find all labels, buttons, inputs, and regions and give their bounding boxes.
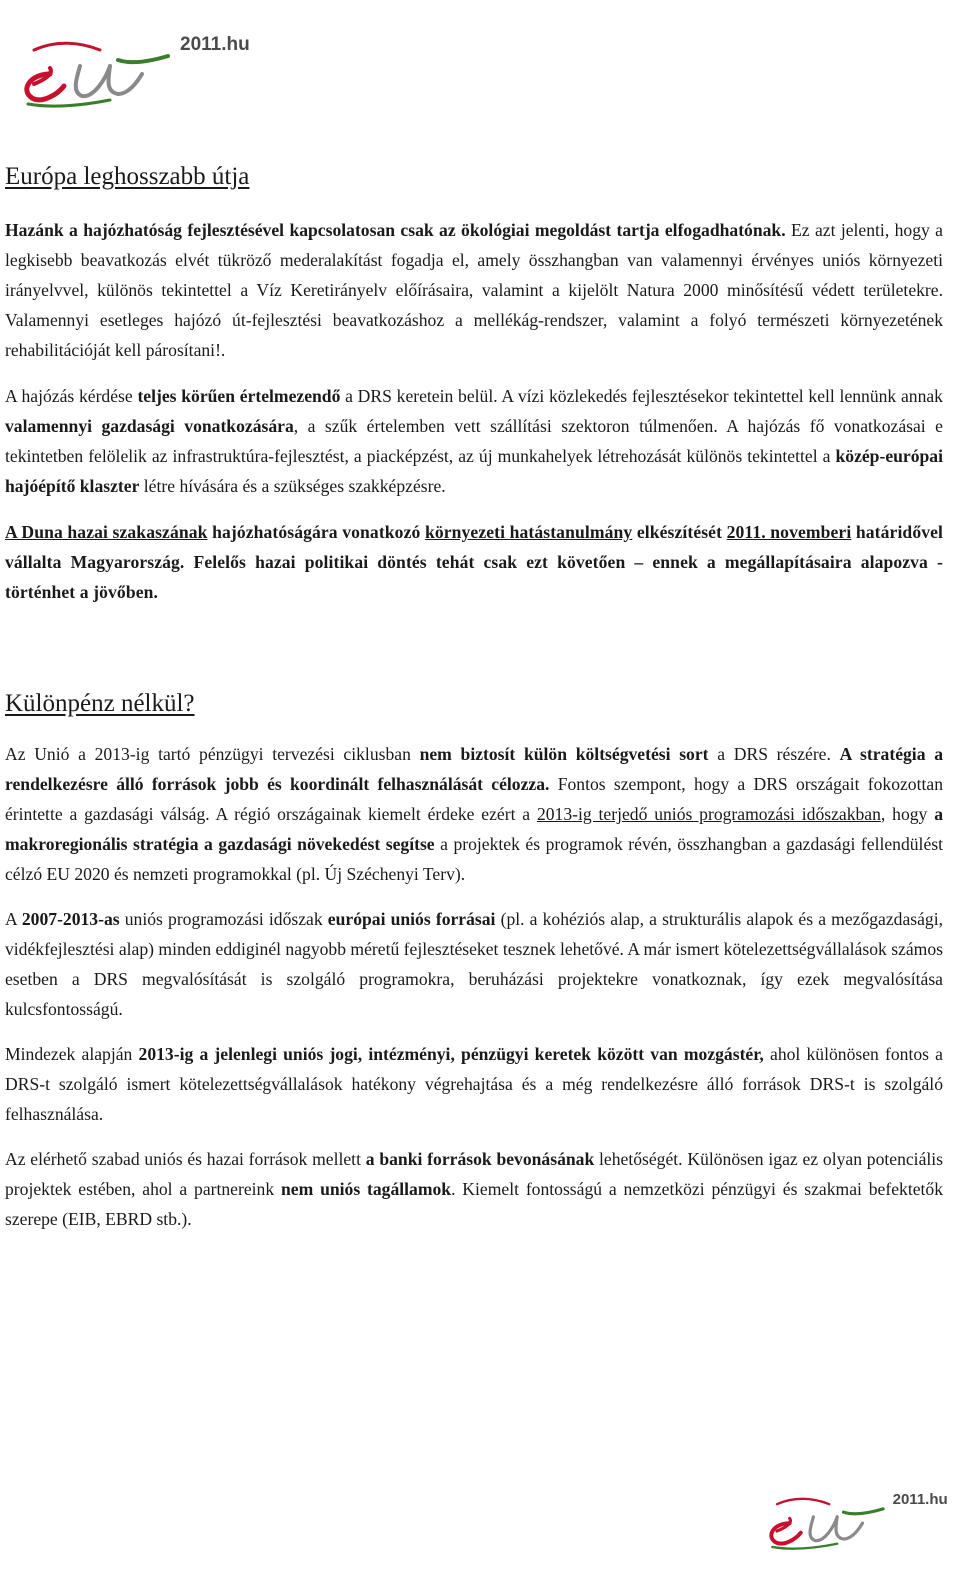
text-run: Fontos szempont, hogy a DRS országait fokozottan érintette a gazdasági válság. A régió országainak kiemelt érdeke ezért a [5, 774, 943, 824]
text-run: a DRS keretein belül. A vízi közlekedés fejlesztésekor tekintettel kell lennünk annak [340, 386, 943, 406]
logo-label: 2011.hu [180, 34, 250, 55]
section-title-europa: Európa leghosszabb útja [5, 163, 250, 190]
text-bold: európai uniós forrásai [327, 909, 496, 929]
text-bold: a banki források bevonásának [365, 1149, 595, 1169]
text-run: A hajózás kérdése [5, 386, 138, 406]
text-bold: a makroregionális stratégia a gazdasági növekedést segítse [5, 804, 943, 854]
text-run: (pl. a kohéziós alap, a strukturális alapok és a mezőgazdasági, vidékfejlesztési alap) minden eddiginél nagyobb méretű fejlesztéseket tesznek lehetővé. A már ismert kötelezettségvállalások számos esetben a DRS megvalósítását is szolgáló programokra, beruházási projektekre vonatkoznak, így ezek megvalósítása kulcsfontosságú. [5, 909, 944, 1019]
text-bold: nem uniós tagállamok [280, 1179, 452, 1199]
eu-script-mark-icon [771, 1499, 883, 1549]
text-run: , a szűk értelemben vett szállítási szektoron túlmenően. A hajózás fő vonatkozásai e tekintetben felölelik az infrastruktúra-fejlesztést, a piacképzést, az új munkahelyek létrehozását különös tekintettel a [5, 416, 943, 466]
text-run: Mindezek alapján [5, 1044, 139, 1064]
text-bold: Hazánk a hajózhatóság fejlesztésével kapcsolatosan csak az ökológiai megoldást tartja elfogadhatónak. [5, 220, 786, 240]
text-run: ahol különösen fontos a DRS-t szolgáló ismert kötelezettségvállalások hatékony végrehajtása és a még rendelkezésre álló források DRS-t is szolgáló felhasználása. [5, 1044, 943, 1124]
text-bold: 2007-2013-as [21, 909, 120, 929]
text-run: létre hívására és a szükséges szakképzésre. [139, 476, 446, 496]
text-run: , hogy [880, 804, 935, 824]
text-bold: teljes körűen értelmezendő [137, 386, 341, 406]
text-run: Az elérhető szabad uniós és hazai források mellett [5, 1149, 366, 1169]
text-underline: 2013-ig terjedő uniós programozási időszakban [536, 804, 881, 824]
section-title-kulonpenz: Különpénz nélkül? [5, 690, 195, 717]
paragraph-unio-tervezes [5, 739, 943, 889]
text-bold-underline: 2011. novemberi [726, 522, 852, 542]
text-run: Ez azt jelenti, hogy a legkisebb beavatkozás elvét tükröző mederalakítást fogadja el, amely összhangban van valamennyi érvényes uniós környezeti irányelvvel, különös tekintettel a Víz Keretirányelv előírásaira, valamint a kijelölt Natura 2000 minősítésű védett területekre. Valamennyi esetleges hajózó út-fejlesztési beavatkozáshoz a mellékág-rendszer, valamint a folyó természeti környezetének rehabilitációját kell párosítani!. [5, 220, 943, 360]
logo-label: 2011.hu [892, 1491, 948, 1509]
eu-script-mark-icon [27, 43, 168, 106]
text-bold: A stratégia a rendelkezésre álló források jobb és koordinált felhasználását célozza. [5, 744, 943, 794]
text-bold: 2013-ig a jelenlegi uniós jogi, intézményi, pénzügyi keretek között van mozgástér, [138, 1044, 764, 1064]
text-bold: közép-európai hajóépítő klaszter [5, 446, 943, 496]
text-run: lehetőségét. Különösen igaz ez olyan potenciális projektek estében, ahol a partnereink [5, 1149, 943, 1199]
text-run: A [5, 909, 22, 929]
text-run: a DRS részére. [708, 744, 840, 764]
text-run: uniós programozási időszak [119, 909, 328, 929]
eu2011-logo-top [10, 30, 250, 110]
text-bold: határidővel vállalta Magyarország. Felelős hazai politikai döntés tehát csak ezt követően – ennek a megállapításaira alapozva - történhet a jövőben. [5, 522, 944, 602]
paragraph-programozasi-idoszak [5, 904, 943, 1024]
text-bold: valamennyi gazdasági vonatkozására [5, 416, 294, 436]
eu2011-logo-bottom [758, 1488, 948, 1552]
text-bold: elkészítését [632, 522, 727, 542]
paragraph-hatastanulmany [5, 517, 943, 607]
text-bold-underline: A Duna hazai szakaszának [5, 522, 208, 542]
paragraph-banki-forrasok [5, 1144, 943, 1234]
document-body [5, 162, 943, 1234]
text-bold-underline: környezeti hatástanulmány [424, 522, 633, 542]
text-run: . Kiemelt fontosságú a nemzetközi pénzügyi és szakmai befektetők szerepe (EIB, EBRD stb.). [5, 1179, 943, 1229]
text-run: Az Unió a 2013-ig tartó pénzügyi tervezési ciklusban [5, 744, 420, 764]
text-run: a projektek és programok révén, összhangban a gazdasági fellendülést célzó EU 2020 és nemzeti programokkal (pl. Új Széchenyi Terv). [5, 834, 943, 884]
paragraph-mozgaster [5, 1039, 943, 1129]
paragraph-hajozas-kerdese [5, 381, 943, 501]
paragraph-hajozhatosag [5, 215, 943, 365]
text-bold: hajózhatóságára vonatkozó [207, 522, 425, 542]
text-bold: nem biztosít külön költségvetési sort [419, 744, 709, 764]
